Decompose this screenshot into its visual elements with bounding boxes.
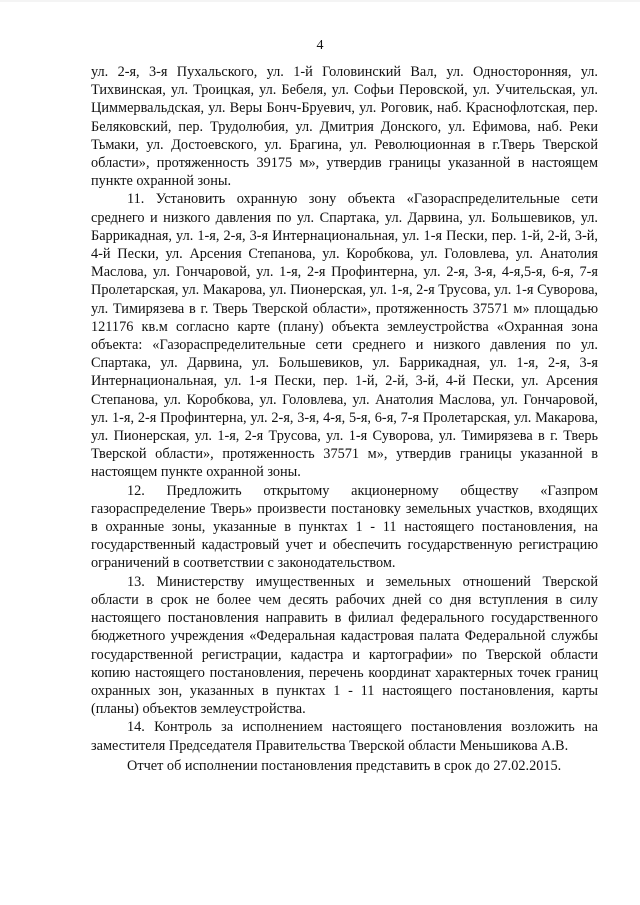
paragraph-report-deadline: Отчет об исполнении постановления представить в срок до 27.02.2015. <box>127 757 562 774</box>
paragraph-continuation: ул. 2-я, 3-я Пухальского, ул. 1-й Головинский Вал, ул. Односторонняя, ул. Тихвинская, ул. Троицкая, ул. Бебеля, ул. Софьи Перовской, ул. Учительская, ул. Циммервальдская, ул. Веры Бонч-Бруевич, ул. Роговик, наб. Краснофлотская, пер. Беляковский, пер. Трудолюбия, ул. Дмитрия Донского, ул. Ефимова, наб. Реки Тьмаки, ул. Достоевского, ул. Брагина, ул. Революционная в г.Тверь Тверской области», протяженность 39175 м», утвердив границы указанной в настоящем пункте охранной зоны. <box>91 64 598 190</box>
scan-edge <box>0 0 640 2</box>
document-body <box>91 63 598 775</box>
paragraph-item-11: 11. Установить охранную зону объекта «Газораспределительные сети среднего и низкого давления по ул. Спартака, ул. Дарвина, ул. Большевиков, ул. Баррикадная, ул. 1-я, 2-я, 3-я Интернациональная, ул. 1-я Пески, пер. 1-й, 2-й, 3-й, 4-й Пески, ул. Арсения Степанова, ул. Коробкова, ул. Головлева, ул. Анатолия Маслова, ул. Гончаровой, ул. 1-я, 2-я Профинтерна, ул. 2-я, 3-я, 4-я,5-я, 6-я, 7-я Пролетарская, ул. Макарова, ул. Пионерская, ул. 1-я, 2-я Трусова, ул. 1-я Суворова, ул. Тимирязева в г. Тверь Тверской области», протяженность 37571 м» площадью 121176 кв.м согласно карте (плану) объекта землеустройства «Охранная зона объекта: «Газораспределительные сети среднего и низкого давления по ул. Спартака, ул. Дарвина, ул. Большевиков, ул. Баррикадная, ул. 1-я, 2-я, 3-я Интернациональная, ул. 1-я Пески, пер. 1-й, 2-й, 3-й, 4-й Пески, ул. Арсения Степанова, ул. Коробкова, ул. Головлева, ул. Анатолия Маслова, ул. Гончаровой, ул. 1-я, 2-я Профинтерна, ул. 2-я, 3-я, 4-я, 5-я, 6-я, 7-я Пролетарская, ул. Макарова, ул. Пионерская, ул. 1-я, 2-я Трусова, ул. 1-я Суворова, ул. Тимирязева в г. Тверь Тверской области», протяженность 37571 м», утвердив границы указанной в настоящем пункте охранной зоны. <box>91 191 598 481</box>
paragraph-item-14: 14. Контроль за исполнением настоящего постановления возложить на заместителя Председателя Правительства Тверской области Меньшикова А.В. <box>91 719 598 754</box>
paragraph-item-12: 12. Предложить открытому акционерному обществу «Газпром газораспределение Тверь» произвести постановку земельных участков, входящих в охранные зоны, указанные в пунктах 1 - 11 настоящего постановления, на государственный кадастровый учет и обеспечить государственную регистрацию ограничений в соответствии с законодательством. <box>91 482 598 572</box>
page-number: 4 <box>316 38 324 53</box>
paragraph-item-13: 13. Министерству имущественных и земельных отношений Тверской области в срок не более чем десять рабочих дней со дня вступления в силу настоящего постановления направить в филиал федерального государственного бюджетного учреждения «Федеральная кадастровая палата Федеральной службы государственной регистрации, кадастра и картографии» по Тверской области копию настоящего постановления, перечень координат характерных точек границ охранных зон, указанных в пунктах 1 - 11 настоящего постановления, карты (планы) объектов землеустройства. <box>91 573 598 718</box>
